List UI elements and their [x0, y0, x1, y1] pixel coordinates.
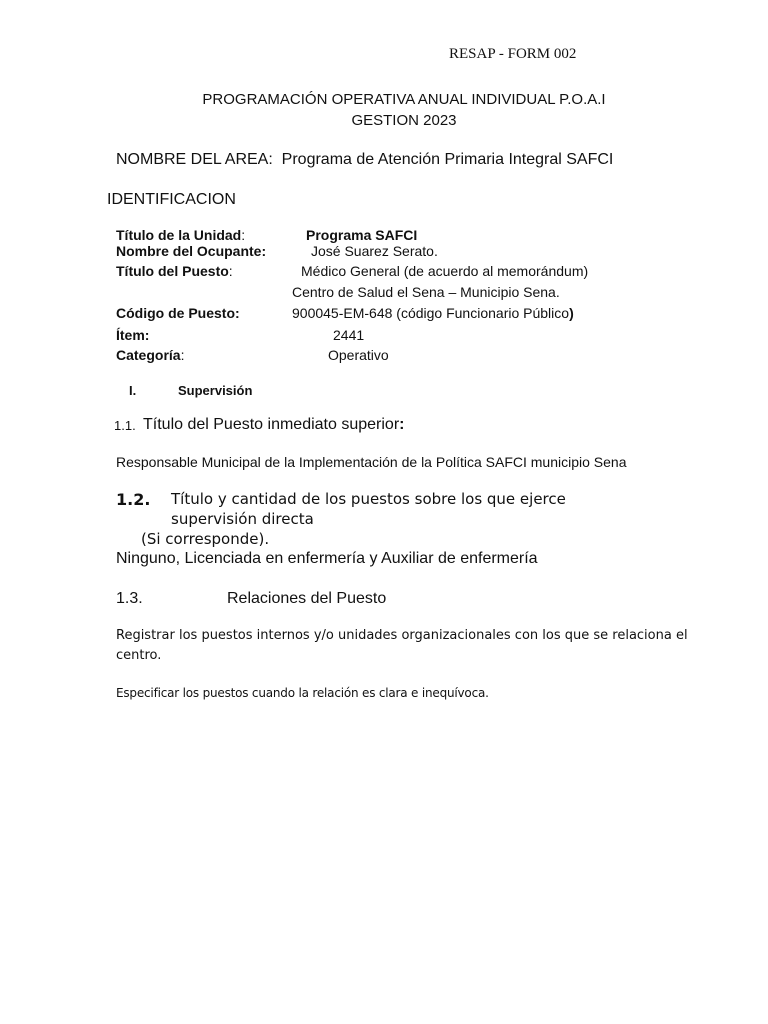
s11-title-row [143, 416, 404, 434]
codigo-value: 900045-EM-648 (código Funcionario Público [292, 305, 570, 321]
categoria-label-row [116, 347, 184, 363]
document-title: PROGRAMACIÓN OPERATIVA ANUAL INDIVIDUAL P.O.A.I [202, 91, 606, 108]
area-value: Programa de Atención Primaria Integral SAFCI [281, 151, 614, 168]
puesto-colon: : [228, 263, 233, 279]
categoria-colon: : [180, 347, 185, 363]
s12-title-line1: Título y cantidad de los puestos sobre los que ejerce [171, 490, 566, 508]
s13-number: 1.3. [116, 590, 143, 607]
codigo-label: Código de Puesto: [116, 305, 240, 321]
ocupante-value: José Suarez Serato. [311, 243, 438, 259]
s13-paragraph-1-line-1: Registrar los puestos internos y/o unidades organizacionales con los que se relaciona el [116, 628, 688, 643]
area-label: NOMBRE DEL AREA: [116, 151, 273, 168]
s11-answer: Responsable Municipal de la Implementación de la Política SAFCI municipio Sena [116, 454, 627, 470]
s12-note: (Si corresponde). [141, 530, 270, 548]
unidad-label-row [116, 227, 245, 243]
puesto-label-row [116, 263, 233, 279]
s13-paragraph-1-line-2: centro. [116, 648, 162, 663]
ocupante-label: Nombre del Ocupante: [116, 243, 267, 259]
unidad-label: Título de la Unidad [116, 227, 242, 243]
categoria-value: Operativo [328, 347, 389, 363]
s11-colon: : [399, 416, 405, 433]
s12-answer: Ninguno, Licenciada en enfermería y Auxiliar de enfermería [116, 550, 538, 567]
s12-number: 1.2. [116, 490, 151, 509]
s11-number: 1.1. [114, 418, 136, 433]
s13-title: Relaciones del Puesto [227, 590, 387, 607]
section-title: Supervisión [178, 383, 253, 398]
area-row [116, 151, 613, 169]
unidad-value: Programa SAFCI [306, 227, 418, 243]
s11-title: Título del Puesto inmediato superior [143, 416, 400, 433]
identification-heading: IDENTIFICACION [107, 191, 236, 208]
categoria-label: Categoría [116, 347, 181, 363]
puesto-label: Título del Puesto [116, 263, 229, 279]
puesto-value: Médico General (de acuerdo al memorándum) [301, 263, 589, 279]
puesto-value-location: Centro de Salud el Sena – Municipio Sena. [292, 284, 560, 300]
item-value: 2441 [333, 327, 365, 343]
unidad-colon: : [241, 227, 246, 243]
s12-title-line2: supervisión directa [171, 510, 314, 528]
form-code: RESAP - FORM 002 [449, 46, 577, 62]
item-label: Ítem: [116, 327, 150, 343]
s13-paragraph-2: Especificar los puestos cuando la relación es clara e inequívoca. [116, 686, 489, 700]
codigo-paren: ) [569, 305, 574, 321]
document-subtitle: GESTION 2023 [351, 112, 457, 129]
section-number: I. [129, 383, 137, 398]
codigo-row [292, 305, 574, 321]
